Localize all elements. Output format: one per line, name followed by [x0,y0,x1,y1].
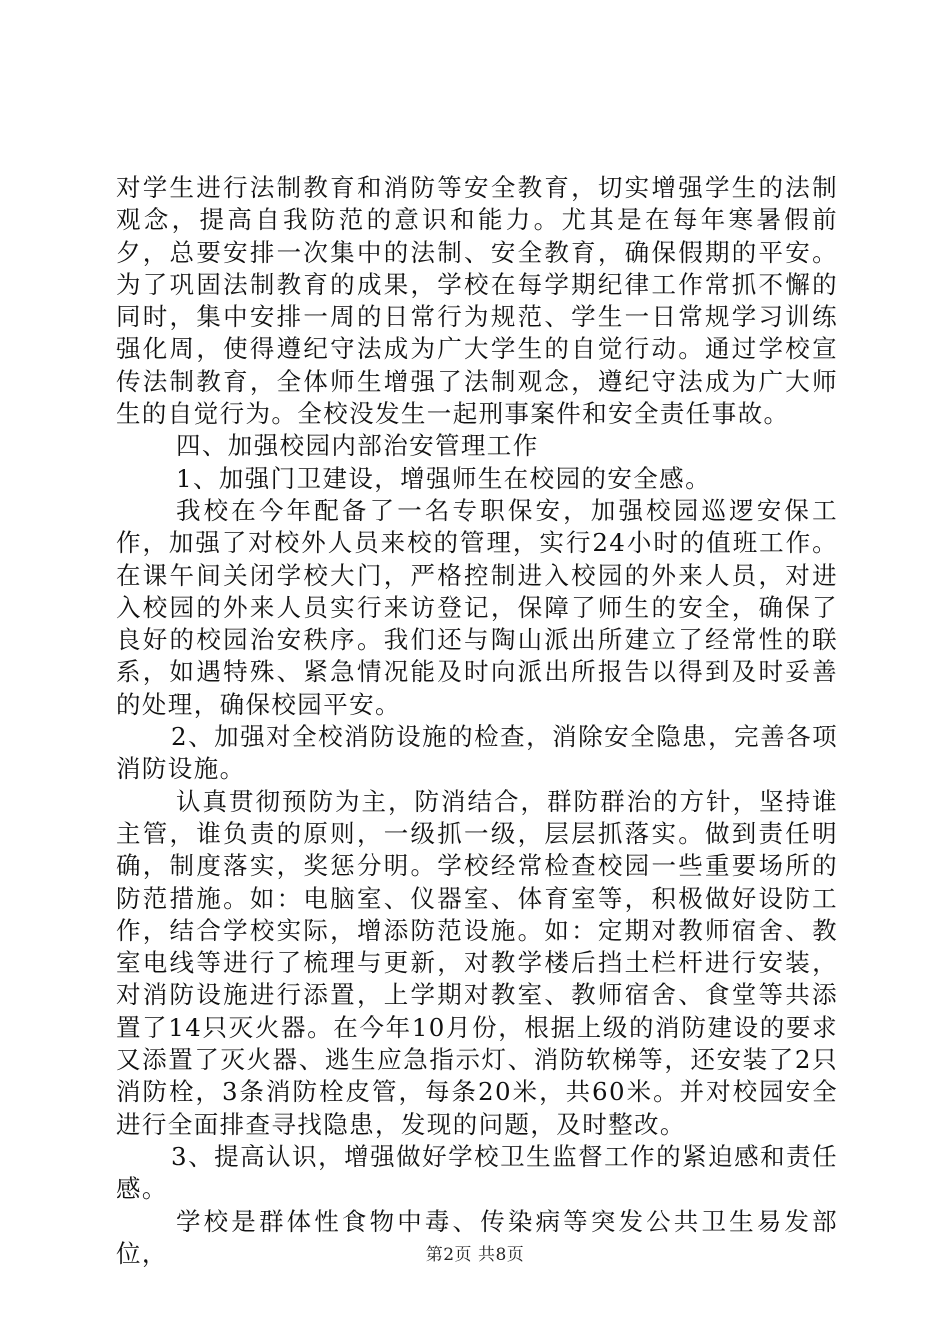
paragraph-fire-safety: 认真贯彻预防为主，防消结合，群防群治的方针，坚持谁主管，谁负责的原则，一级抓一级，层层抓落实。做到责任明确，制度落实，奖惩分明。学校经常检查校园一些重要场所的防范措施。如：电脑室、仪器室、体育室等，积极做好设防工作，结合学校实际，增添防范设施。如：定期对教师宿舍、教室电线等进行了梳理与更新，对教学楼后挡土栏杆进行安装，对消防设施进行添置，上学期对教室、教师宿舍、食堂等共添置了14只灭火器。在今年10月份，根据上级的消防建设的要求又添置了灭火器、逃生应急指示灯、消防软梯等，还安装了2只消防栓，3条消防栓皮管，每条20米，共60米。并对校园安全进行全面排查寻找隐患，发现的问题，及时整改。 [116,786,838,1139]
section-heading-campus-security: 四、加强校园内部治安管理工作 [176,431,539,461]
subheading-health-supervision: 3、提高认识，增强做好学校卫生监督工作的紧迫感和责任感。 [116,1141,838,1204]
subheading-fire-safety: 2、加强对全校消防设施的检查，消除安全隐患，完善各项消防设施。 [116,722,838,784]
paragraph-health-supervision: 学校是群体性食物中毒、传染病等突发公共卫生易发部位， [116,1206,838,1268]
paragraph-legal-education: 对学生进行法制教育和消防等安全教育，切实增强学生的法制观念，提高自我防范的意识和能力。尤其是在每年寒暑假前夕，总要安排一次集中的法制、安全教育，确保假期的平安。为了巩固法制教育的成果，学校在每学期纪律工作常抓不懈的同时，集中安排一周的日常行为规范、学生一日常规学习训练强化周，使得遵纪守法成为广大学生的自觉行动。通过学校宣传法制教育，全体师生增强了法制观念，遵纪守法成为广大师生的自觉行为。全校没发生一起刑事案件和安全责任事故。 [116,173,838,429]
paragraph-gate-guard: 我校在今年配备了一名专职保安，加强校园巡逻安保工作，加强了对校外人员来校的管理，实行24小时的值班工作。在课午间关闭学校大门，严格控制进入校园的外来人员，对进入校园的外来人员实行来访登记，保障了师生的安全，确保了良好的校园治安秩序。我们还与陶山派出所建立了经常性的联系，如遇特殊、紧急情况能及时向派出所报告以得到及时妥善的处理，确保校园平安。 [116,495,838,719]
page-number-footer: 第2页 共8页 [425,1245,525,1265]
subheading-gate-guard: 1、加强门卫建设，增强师生在校园的安全感。 [176,463,711,493]
document-body [116,172,838,1270]
